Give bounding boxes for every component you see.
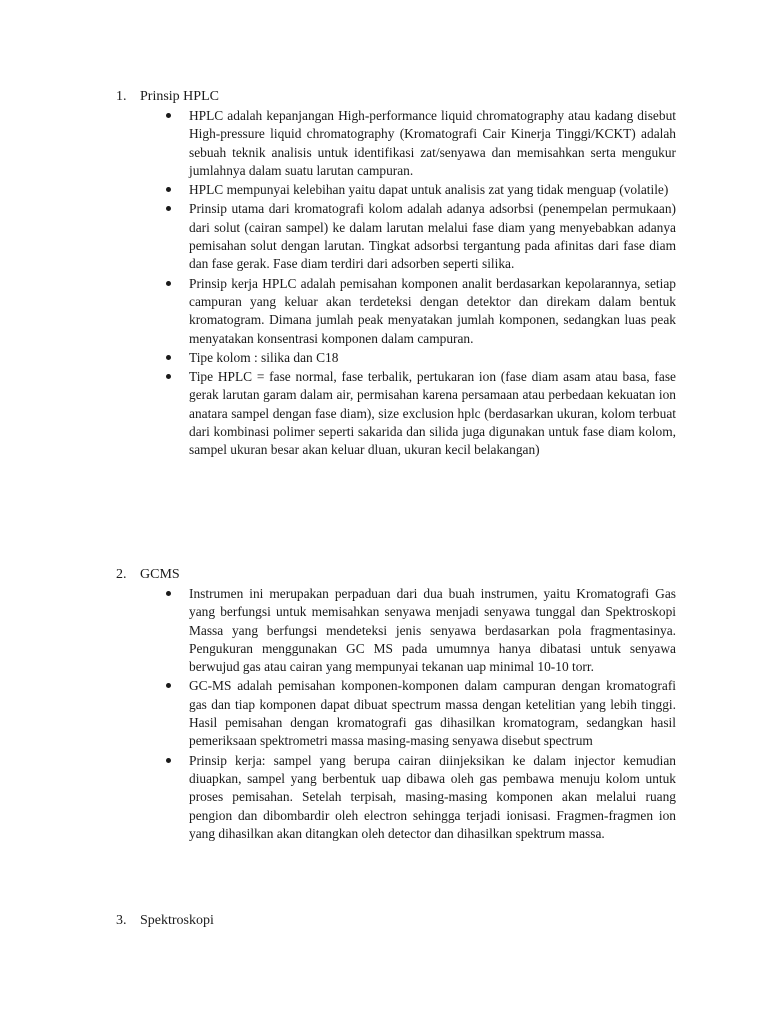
section-gcms [116,566,676,844]
section-heading [116,88,676,106]
list-item [116,349,676,367]
list-item [116,200,676,273]
list-item-text: GC-MS adalah pemisahan komponen-komponen dalam campuran dengan kromatografi gas dan tiap komponen dapat dibuat spectrum massa dengan ketelitian yang lebih tinggi. Hasil pemisahan dengan kromatografi gas dihasilkan kromatogram, sedangkan hasil pemeriksaan spektrometri massa masing-masing senyawa disebut spectrum [189,678,676,749]
list-item-text: HPLC adalah kepanjangan High-performance liquid chromatography atau kadang disebut High-pressure liquid chromatography (Kromatografi Cair Kinerja Tinggi/KCKT) adalah sebuah teknik analisis untuk identifikasi zat/senyawa dan memisahkan serta mengukur jumlahnya dalam suatu larutan campuran. [189,108,676,178]
section-spektroskopi [116,912,676,930]
bullet-icon [166,206,171,211]
bullet-icon [166,281,171,286]
section-title: Prinsip HPLC [140,89,219,104]
bullet-icon [166,113,171,118]
list-item [116,368,676,459]
bullet-list [116,107,676,460]
list-item-text: Prinsip kerja HPLC adalah pemisahan komponen analit berdasarkan kepolarannya, setiap campuran yang keluar akan terdeteksi dengan detektor dan direkam dalam bentuk kromatogram. Dimana jumlah peak menyatakan jumlah komponen, sedangkan luas peak menyatakan konsentrasi komponen dalam campuran. [189,275,676,346]
bullet-icon [166,355,171,360]
list-item [116,107,676,180]
list-item [116,585,676,676]
list-item [116,677,676,750]
section-title: Spektroskopi [140,913,214,928]
section-heading [116,566,676,584]
list-item [116,275,676,348]
list-item-text: Prinsip kerja: sampel yang berupa cairan diinjeksikan ke dalam injector kemudian diuapkan, sampel yang berbentuk uap dibawa oleh gas pembawa menuju kolom untuk proses pemisahan. Setelah terpisah, masing-masing komponen akan melalui ruang pengion dan dibombardir oleh electron sehingga terjadi ionisasi. Fragmen-fragmen ion yang dihasilkan akan ditangkan oleh detector dan dihasilkan spektrum massa. [189,752,676,841]
list-item-text: Prinsip utama dari kromatografi kolom adalah adanya adsorbsi (penempelan permukaan) dari solut (cairan sampel) ke dalam larutan melalui fase diam yang menyebabkan adanya pemisahan solut dengan larutan. Tingkat adsorbsi tergantung pada afinitas dari fase diam dan fase gerak. Fase diam terdiri dari adsorben seperti silika. [189,201,676,272]
bullet-icon [166,591,171,596]
bullet-icon [166,683,171,688]
list-item-text: HPLC mempunyai kelebihan yaitu dapat untuk analisis zat yang tidak menguap (volatile) [189,182,669,198]
section-number: 2. [116,567,127,582]
list-item-text: Tipe kolom : silika dan C18 [189,349,339,365]
section-number: 1. [116,89,127,104]
section-number: 3. [116,913,127,928]
section-prinsip-hplc [116,88,676,461]
section-title: GCMS [140,567,180,582]
list-item-text: Instrumen ini merupakan perpaduan dari dua buah instrumen, yaitu Kromatografi Gas yang berfungsi untuk memisahkan senyawa menjadi senyawa tunggal dan Spektroskopi Massa yang berfungsi mendeteksi jenis senyawa berdasarkan pola fragmentasinya. Pengukuran menggunakan GC MS pada umumnya hanya dibatasi untuk senyawa berwujud gas atau cairan yang mempunyai tekanan uap minimal 10-10 torr. [189,586,676,675]
bullet-list [116,585,676,843]
list-item [116,752,676,843]
section-heading [116,912,676,930]
bullet-icon [166,187,171,192]
list-item-text: Tipe HPLC = fase normal, fase terbalik, pertukaran ion (fase diam asam atau basa, fase gerak larutan garam dalam air, permisahan karena persamaan atau perbedaan kekuatan ion anatara sampel dengan fase diam), size exclusion hplc (berdasarkan ukuran, kolom terbuat dari kombinasi polimer seperti sakarida dan silida juga digunakan untuk fase diam kolom, sampel ukuran besar akan keluar dluan, ukuran kecil belakangan) [189,369,676,458]
bullet-icon [166,374,171,379]
list-item [116,181,676,199]
bullet-icon [166,758,171,763]
